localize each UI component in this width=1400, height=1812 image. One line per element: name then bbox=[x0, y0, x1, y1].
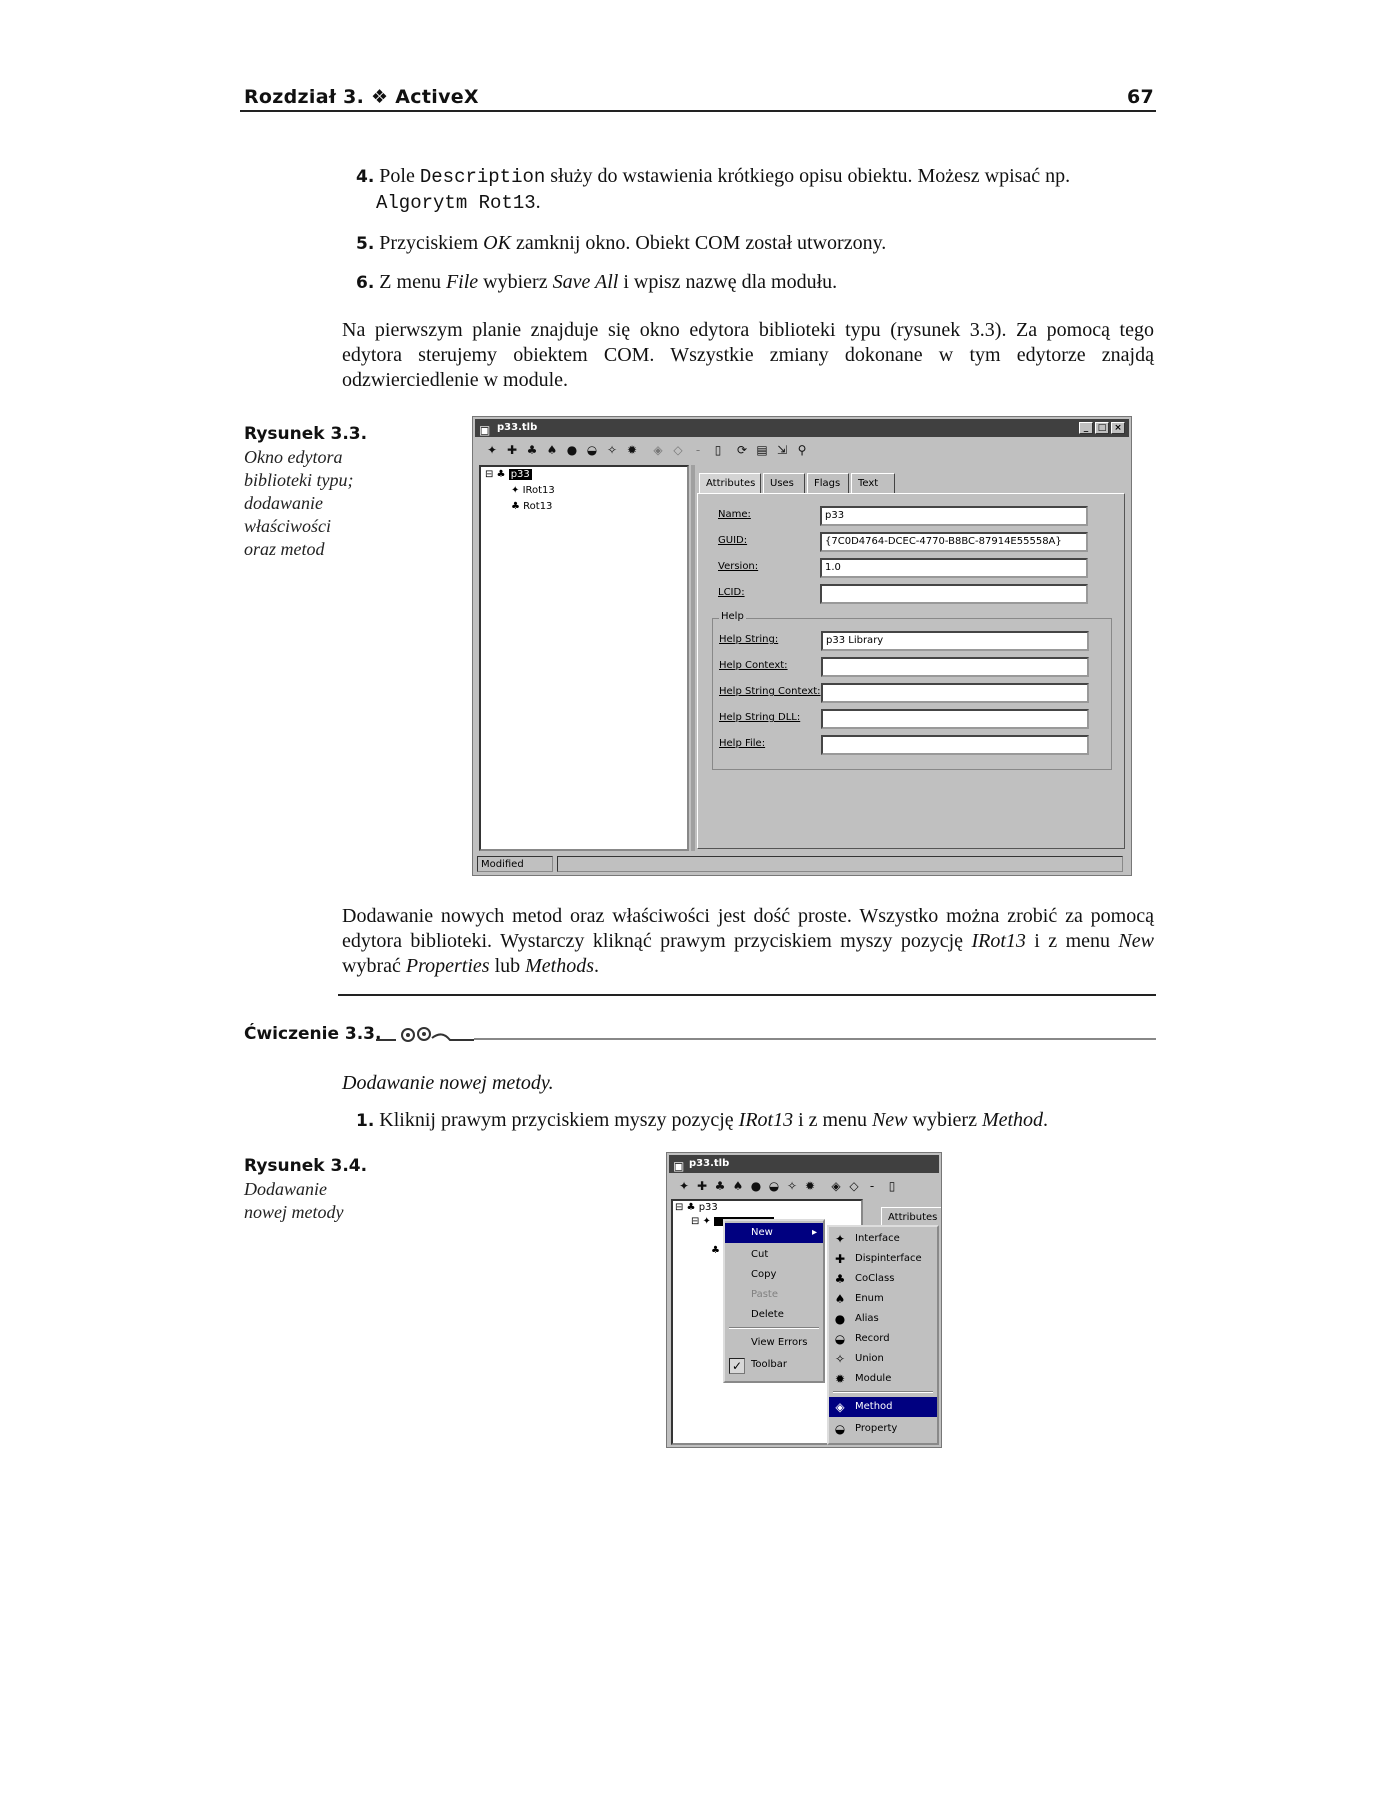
property-icon[interactable]: ◇ bbox=[673, 443, 683, 457]
step-text: . bbox=[535, 191, 541, 213]
tree-item-rot13[interactable]: ♣ bbox=[711, 1245, 720, 1256]
step-text: i z menu bbox=[793, 1109, 872, 1131]
menu-item-view-errors[interactable]: View Errors bbox=[751, 1337, 808, 1348]
tab-uses[interactable]: Uses bbox=[763, 473, 805, 493]
step-text: wybierz bbox=[907, 1109, 982, 1131]
app-icon: ▣ bbox=[479, 423, 491, 437]
module-icon[interactable]: ✹ bbox=[626, 443, 638, 457]
version-input[interactable]: 1.0 bbox=[820, 558, 1088, 578]
coclass-icon[interactable]: ♣ bbox=[526, 443, 538, 457]
figure-3-3-caption: Okno edytora biblioteki typu; dodawanie właściwości oraz metod bbox=[244, 447, 354, 559]
submenu-record[interactable]: ◒ Record bbox=[834, 1332, 890, 1346]
tree-item-irot13[interactable]: ✦ IRot13 bbox=[511, 485, 555, 496]
field-lcid bbox=[718, 584, 1118, 604]
menu-item-paste[interactable]: Paste bbox=[751, 1289, 778, 1300]
field-help-context bbox=[719, 657, 1109, 677]
guid-input[interactable]: {7C0D4764-DCEC-4770-B8BC-87914E55558A} bbox=[820, 532, 1088, 552]
submenu-dispinterface[interactable]: ✚ Dispinterface bbox=[834, 1252, 922, 1266]
em: New bbox=[1118, 930, 1154, 952]
app-icon: ▣ bbox=[673, 1159, 685, 1173]
paragraph-1: Na pierwszym planie znajduje się okno edytora biblioteki typu (rysunek 3.3). Za pomocą tego edytora sterujemy obiektem COM. Wszystkie zmiany dokonane w tym edytorze znajdą odzwierciedlenie w module. bbox=[342, 319, 1154, 391]
status-pane bbox=[557, 856, 1123, 872]
field-name bbox=[718, 506, 1118, 526]
register-icon[interactable]: ▤ bbox=[756, 443, 768, 457]
interface-icon[interactable]: ✦ bbox=[486, 443, 498, 457]
step-6 bbox=[356, 270, 1136, 295]
step-em: IRot13 bbox=[738, 1109, 794, 1131]
submenu-method[interactable]: ◈ Method bbox=[829, 1397, 937, 1417]
step-text: służy do wstawienia krótkiego opisu obiektu. Możesz wpisać np. bbox=[545, 165, 1071, 187]
figure-3-4-caption: Dodawanie nowej metody bbox=[244, 1179, 344, 1222]
field-label: Version: bbox=[718, 561, 759, 572]
code-description: Description bbox=[419, 166, 546, 188]
text: . bbox=[594, 955, 600, 977]
step-text: Przyciskiem bbox=[379, 232, 484, 254]
step-em: File bbox=[445, 271, 479, 293]
step-text: Z menu bbox=[379, 271, 446, 293]
help-string-input[interactable]: p33 Library bbox=[821, 631, 1089, 651]
em: Methods bbox=[525, 955, 595, 977]
em: IRot13 bbox=[971, 930, 1026, 952]
alias-icon[interactable]: ● bbox=[566, 443, 578, 457]
window-title: p33.tlb bbox=[497, 422, 538, 433]
method-icon: ◈ bbox=[835, 1400, 845, 1414]
field-help-file bbox=[719, 735, 1109, 755]
submenu-enum[interactable]: ♠ Enum bbox=[834, 1292, 884, 1306]
property-icon[interactable]: ◇ bbox=[849, 1179, 859, 1193]
context-menu bbox=[723, 1219, 825, 1383]
submenu-union[interactable]: ✧ Union bbox=[834, 1352, 884, 1366]
figure-3-4-title: Rysunek 3.4. bbox=[244, 1156, 368, 1176]
step-text: . bbox=[1043, 1109, 1049, 1131]
help-file-input[interactable] bbox=[821, 735, 1089, 755]
field-help-string-dll bbox=[719, 709, 1109, 729]
binoculars-icon[interactable]: ⚲ bbox=[797, 443, 807, 457]
step-text: Pole bbox=[379, 165, 420, 187]
field-label: Name: bbox=[718, 509, 751, 520]
em: Properties bbox=[405, 955, 490, 977]
toolbar bbox=[475, 439, 1129, 461]
exercise-title: Ćwiczenie 3.3. bbox=[244, 1024, 382, 1044]
step-em: Save All bbox=[552, 271, 619, 293]
dispinterface-icon: ✚ bbox=[834, 1252, 846, 1266]
step-5 bbox=[356, 231, 1136, 256]
window-titlebar bbox=[475, 419, 1129, 437]
paragraph-2 bbox=[342, 904, 1154, 979]
submenu-coclass[interactable]: ♣ CoClass bbox=[834, 1272, 895, 1286]
union-icon[interactable]: ✧ bbox=[786, 1179, 798, 1193]
attributes-panel bbox=[697, 493, 1125, 849]
maximize-button[interactable]: □ bbox=[1095, 422, 1109, 434]
module-icon: ✹ bbox=[834, 1372, 846, 1386]
step-4-cont bbox=[376, 190, 1136, 215]
running-header-title: Rozdział 3. ❖ ActiveX bbox=[244, 86, 479, 108]
record-icon: ◒ bbox=[834, 1332, 846, 1346]
tab-text[interactable]: Text bbox=[851, 473, 895, 493]
checkbox-icon: ✓ bbox=[729, 1358, 745, 1374]
enum-icon[interactable]: ♠ bbox=[732, 1179, 744, 1193]
union-icon: ✧ bbox=[834, 1352, 846, 1366]
help-group-label: Help bbox=[721, 611, 744, 622]
step-em: OK bbox=[483, 232, 511, 254]
dispinterface-icon[interactable]: ✚ bbox=[506, 443, 518, 457]
new-submenu bbox=[827, 1225, 939, 1445]
submenu-module[interactable]: ✹ Module bbox=[834, 1372, 892, 1386]
exercise-subtitle: Dodawanie nowej metody. bbox=[342, 1072, 554, 1094]
interface-icon[interactable]: ✦ bbox=[678, 1179, 690, 1193]
step-4 bbox=[356, 164, 1136, 189]
menu-item-cut[interactable]: Cut bbox=[751, 1249, 769, 1260]
help-context-input[interactable] bbox=[821, 657, 1089, 677]
header-rule bbox=[240, 110, 1156, 112]
dispinterface-icon[interactable]: ✚ bbox=[696, 1179, 708, 1193]
text: wybrać bbox=[342, 955, 406, 977]
coclass-icon[interactable]: ♣ bbox=[714, 1179, 726, 1193]
exercise-rule bbox=[474, 1038, 1156, 1040]
figure-3-3-window bbox=[472, 416, 1132, 876]
step-em: New bbox=[871, 1109, 908, 1131]
tree-item-irot13[interactable]: ⊟ ✦ bbox=[691, 1216, 774, 1227]
step-number: 4. bbox=[356, 167, 375, 187]
export-icon[interactable]: ⇲ bbox=[776, 443, 788, 457]
field-label: Help String DLL: bbox=[719, 712, 801, 723]
field-label: Help File: bbox=[719, 738, 766, 749]
field-label: Help Context: bbox=[719, 660, 788, 671]
text: Dodawanie nowych metod oraz właściwości jest dość proste. Wszystko można zrobić za pomocą edytora biblioteki. Wystarczy kliknąć prawym przyciskiem myszy pozycję bbox=[342, 905, 1154, 952]
menu-separator bbox=[833, 1391, 933, 1393]
step-number: 1. bbox=[356, 1111, 375, 1131]
name-input[interactable]: p33 bbox=[820, 506, 1088, 526]
interface-icon: ✦ bbox=[834, 1232, 846, 1246]
tree-item-rot13[interactable]: ♣ Rot13 bbox=[511, 501, 553, 512]
method-icon[interactable]: ◈ bbox=[653, 443, 663, 457]
pane-splitter[interactable] bbox=[691, 465, 695, 851]
field-help-string-context bbox=[719, 683, 1109, 703]
alias-icon[interactable]: ● bbox=[750, 1179, 762, 1193]
constant-icon[interactable]: - bbox=[869, 1179, 875, 1193]
figure-3-4-window bbox=[666, 1152, 942, 1448]
field-help-string bbox=[719, 631, 1109, 651]
help-group bbox=[712, 611, 1112, 770]
window-title: p33.tlb bbox=[689, 1158, 730, 1169]
record-icon[interactable]: ◒ bbox=[768, 1179, 780, 1193]
tab-attributes[interactable]: Attributes bbox=[699, 473, 761, 493]
submenu-property[interactable]: ◒ Property bbox=[834, 1422, 898, 1436]
module-icon[interactable]: ✹ bbox=[804, 1179, 816, 1193]
coclass-icon: ♣ bbox=[834, 1272, 846, 1286]
tab-flags[interactable]: Flags bbox=[807, 473, 849, 493]
step-text: wybierz bbox=[478, 271, 553, 293]
field-icon[interactable]: ▯ bbox=[888, 1179, 896, 1193]
text: lub bbox=[489, 955, 526, 977]
close-button[interactable]: × bbox=[1111, 422, 1125, 434]
help-string-context-input[interactable] bbox=[821, 683, 1089, 703]
status-bar bbox=[475, 855, 1129, 873]
constant-icon[interactable]: - bbox=[695, 443, 701, 457]
enum-icon: ♠ bbox=[834, 1292, 846, 1306]
enum-icon[interactable]: ♠ bbox=[546, 443, 558, 457]
step-em: Method bbox=[981, 1109, 1044, 1131]
menu-item-new[interactable]: New ▸ bbox=[725, 1223, 823, 1243]
menu-separator bbox=[729, 1327, 819, 1329]
property-icon: ◒ bbox=[834, 1422, 846, 1436]
refresh-icon[interactable]: ⟳ bbox=[736, 443, 748, 457]
menu-item-delete[interactable]: Delete bbox=[751, 1309, 784, 1320]
step-number: 5. bbox=[356, 234, 375, 254]
figure-3-3-title: Rysunek 3.3. bbox=[244, 424, 368, 444]
minimize-button[interactable]: _ bbox=[1079, 422, 1093, 434]
tabs bbox=[699, 473, 1119, 495]
step-text: Kliknij prawym przyciskiem myszy pozycję bbox=[379, 1109, 739, 1131]
union-icon[interactable]: ✧ bbox=[606, 443, 618, 457]
field-guid bbox=[718, 532, 1118, 552]
field-label: Help String Context: bbox=[719, 686, 821, 697]
menu-item-copy[interactable]: Copy bbox=[751, 1269, 777, 1280]
exercise-step-1 bbox=[356, 1108, 1156, 1133]
lcid-input[interactable] bbox=[820, 584, 1088, 604]
step-number: 6. bbox=[356, 273, 375, 293]
submenu-alias[interactable]: ● Alias bbox=[834, 1312, 879, 1326]
field-label: LCID: bbox=[718, 587, 745, 598]
record-icon[interactable]: ◒ bbox=[586, 443, 598, 457]
field-label: GUID: bbox=[718, 535, 748, 546]
step-text: i wpisz nazwę dla modułu. bbox=[618, 271, 838, 293]
field-label: Help String: bbox=[719, 634, 779, 645]
field-icon[interactable]: ▯ bbox=[714, 443, 722, 457]
section-rule bbox=[338, 994, 1156, 996]
page-number: 67 bbox=[1126, 86, 1154, 108]
tree-root[interactable]: ⊟ ♣ p33 bbox=[485, 469, 530, 480]
exercise-ornament-icon bbox=[376, 1024, 474, 1044]
submenu-interface[interactable]: ✦ Interface bbox=[834, 1232, 900, 1246]
menu-item-toolbar[interactable]: ✓ Toolbar bbox=[725, 1355, 823, 1375]
help-string-dll-input[interactable] bbox=[821, 709, 1089, 729]
object-tree-pane[interactable] bbox=[479, 465, 689, 851]
text: i z menu bbox=[1025, 930, 1119, 952]
field-version bbox=[718, 558, 1118, 578]
window-titlebar bbox=[669, 1155, 939, 1173]
code-algorytm: Algorytm Rot13 bbox=[376, 192, 536, 214]
tree-root[interactable]: ⊟ ♣ p33 bbox=[675, 1202, 718, 1213]
alias-icon: ● bbox=[834, 1312, 846, 1326]
toolbar bbox=[669, 1175, 939, 1197]
step-text: zamknij okno. Obiekt COM został utworzony. bbox=[510, 232, 887, 254]
status-text: Modified bbox=[477, 856, 553, 872]
method-icon[interactable]: ◈ bbox=[831, 1179, 841, 1193]
tab-attributes[interactable]: Attributes bbox=[881, 1207, 942, 1227]
